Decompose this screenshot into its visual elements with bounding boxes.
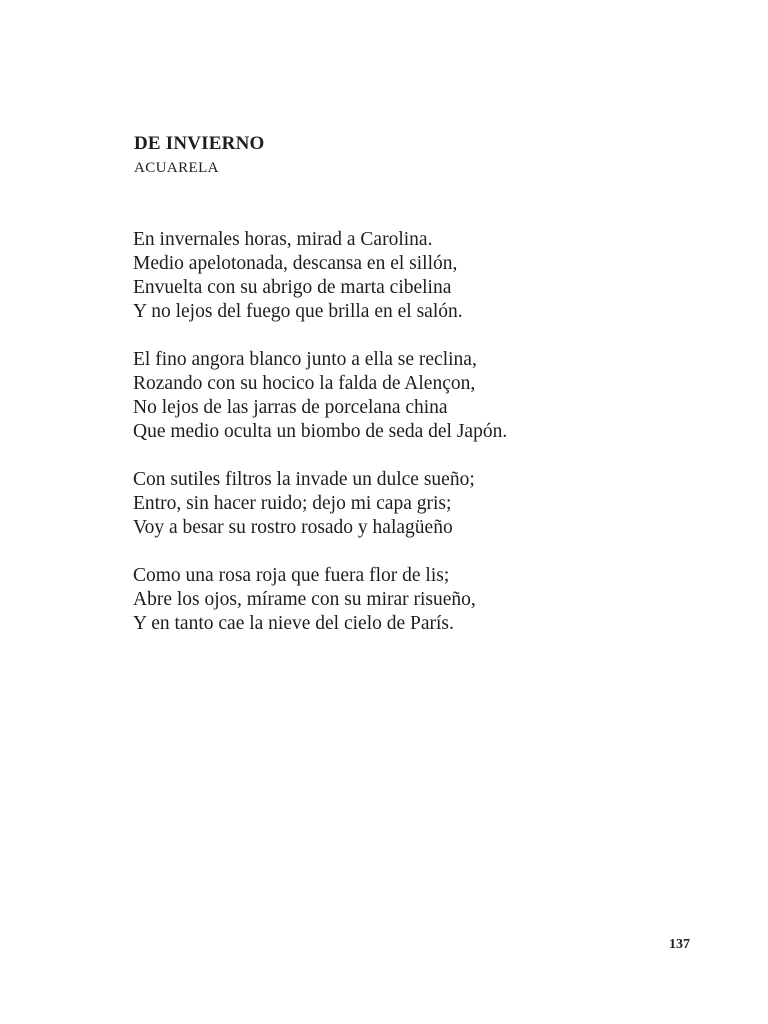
poem-header (134, 131, 264, 179)
poem-title: DE INVIERNO (134, 133, 265, 154)
verse-line: Abre los ojos, mírame con su mirar risueño, (133, 589, 476, 610)
verse-line: Rozando con su hocico la falda de Alençon, (133, 373, 476, 394)
verse-line: Y en tanto cae la nieve del cielo de París. (133, 613, 454, 634)
verse-line: Con sutiles filtros la invade un dulce sueño; (133, 469, 475, 490)
poem-subtitle: ACUARELA (134, 160, 219, 176)
verse-line: No lejos de las jarras de porcelana china (133, 397, 448, 418)
stanza-1 (133, 228, 693, 324)
verse-line: Envuelta con su abrigo de marta cibelina (133, 277, 452, 298)
stanza-3 (133, 468, 693, 540)
verse-line: Entro, sin hacer ruido; dejo mi capa gris; (133, 493, 452, 514)
verse-line: El fino angora blanco junto a ella se reclina, (133, 349, 477, 370)
stanza-2 (133, 348, 693, 444)
page-number: 137 (669, 937, 690, 952)
verse-line: Como una rosa roja que fuera flor de lis; (133, 565, 450, 586)
verse-line: Que medio oculta un biombo de seda del Japón. (133, 421, 508, 442)
verse-line: En invernales horas, mirad a Carolina. (133, 229, 433, 250)
verse-line: Y no lejos del fuego que brilla en el salón. (133, 301, 463, 322)
verse-line: Medio apelotonada, descansa en el sillón, (133, 253, 458, 274)
poem-body (133, 228, 693, 660)
verse-line: Voy a besar su rostro rosado y halagüeño (133, 517, 453, 538)
stanza-4 (133, 564, 693, 636)
